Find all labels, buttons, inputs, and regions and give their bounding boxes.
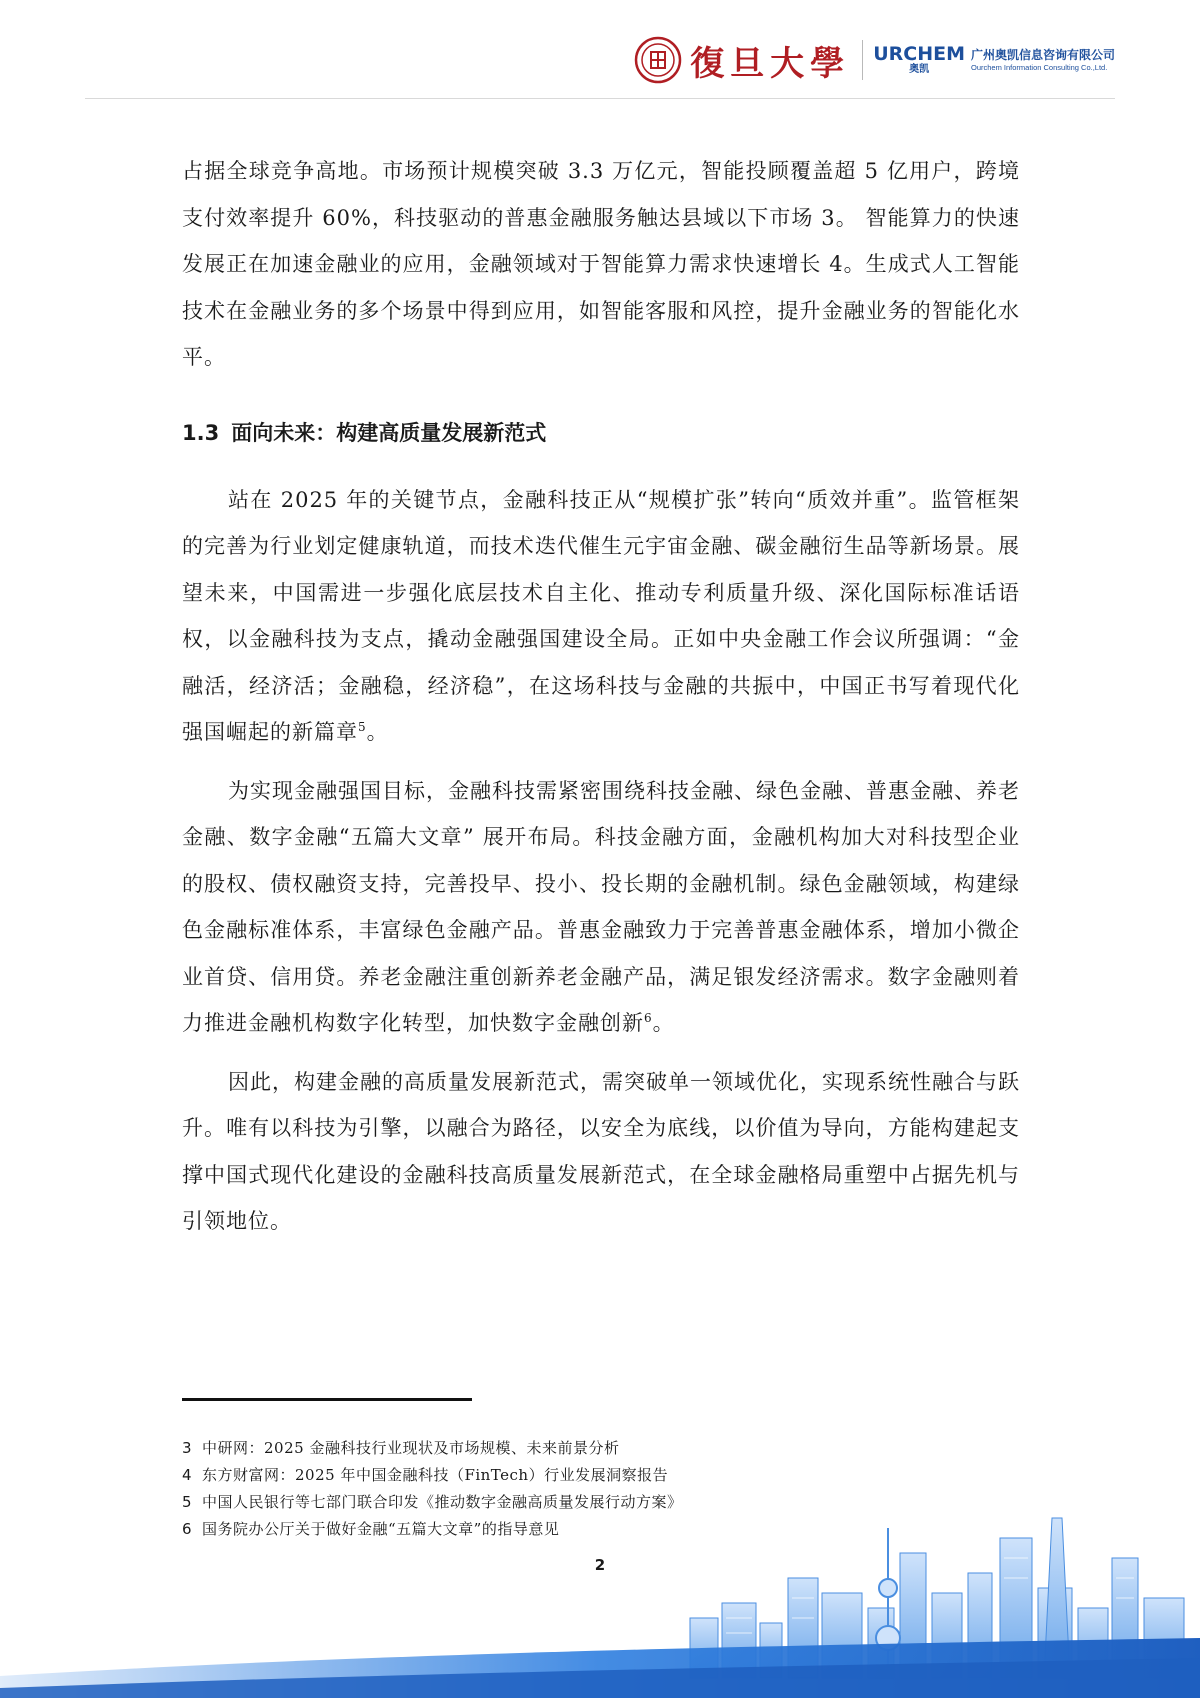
header-divider [862,40,863,80]
paragraph-1-text: 站在 2025 年的关键节点，金融科技正从“规模扩张”转向“质效并重”。监管框架的完善为行业划定健康轨道，而技术迭代催生元宇宙金融、碳金融衍生品等新场景。展望未来，中国需进一步强化底层技术自主化、推动专利质量升级、深化国际标准话语权，以金融科技为支点，撬动金融强国建设全局。正如中央金融工作会议所强调：“金融活，经济活；金融稳，经济稳”，在这场科技与金融的共振中，中国正书写着现代化强国崛起的新篇章 [182,487,1020,744]
footnote-ref-5[interactable]: 5 [358,720,367,734]
urchem-cn-text: 奥凯 [909,64,930,75]
paragraph-2 [182,768,1020,1047]
paragraph-3: 因此，构建金融的高质量发展新范式，需突破单一领域优化，实现系统性融合与跃升。唯有以科技为引擎，以融合为路径，以安全为底线，以价值为导向，方能构建起支撑中国式现代化建设的金融科技高质量发展新范式，在全球金融格局重塑中占据先机与引领地位。 [182,1069,1020,1233]
fudan-seal-icon [634,36,682,84]
footnote-item [182,1435,683,1462]
footnote-number: 3 [182,1439,193,1457]
footnote-text: 国务院办公厅关于做好金融“五篇大文章”的指导意见 [202,1520,560,1538]
paragraph-2-end: 。 [652,1011,675,1035]
footnote-text: 中国人民银行等七部门联合印发《推动数字金融高质量发展行动方案》 [202,1493,683,1511]
header-rule [85,98,1115,99]
document-body [182,148,1020,1245]
footnote-item [182,1462,683,1489]
section-title: 面向未来：构建高质量发展新范式 [231,420,547,445]
footnote-text: 东方财富网：2025 年中国金融科技（FinTech）行业发展洞察报告 [202,1466,669,1484]
company-english-name: Ourchem Information Consulting Co.,Ltd. [970,63,1108,72]
city-skyline-decoration [0,1498,1200,1698]
page-header [634,30,1115,90]
section-heading [182,413,1020,453]
footnote-separator [182,1398,472,1401]
footnote-text: 中研网：2025 金融科技行业现状及市场规模、未来前景分析 [202,1439,620,1457]
urchem-logo [873,44,1115,76]
footnote-number: 5 [182,1493,193,1511]
fudan-university-logo-text: 復旦大學 [690,43,851,84]
footnote-number: 6 [182,1520,193,1538]
footnote-ref-6[interactable]: 6 [644,1011,653,1025]
urchem-mark [873,44,965,76]
paragraph-1 [182,477,1020,756]
paragraph-2-text: 为实现金融强国目标，金融科技需紧密围绕科技金融、绿色金融、普惠金融、养老金融、数字金融“五篇大文章” 展开布局。科技金融方面，金融机构加大对科技型企业的股权、债权融资支持，完善投早、投小、投长期的金融机制。绿色金融领域，构建绿色金融标准体系，丰富绿色金融产品。普惠金融致力于完善普惠金融体系，增加小微企业首贷、信用贷。养老金融注重创新养老金融产品，满足银发经济需求。数字金融则着力推进金融机构数字化转型，加快数字金融创新 [182,778,1020,1035]
section-number: 1.3 [182,420,220,445]
page-number: 2 [594,1556,606,1574]
company-name: 广州奥凯信息咨询有限公司 [970,48,1115,62]
paragraph-1-end: 。 [366,720,389,744]
footnote-number: 4 [182,1466,193,1484]
urchem-logo-text: URCHEM [873,43,965,65]
intro-paragraph: 占据全球竞争高地。市场预计规模突破 3.3 万亿元，智能投顾覆盖超 5 亿用户，跨境支付效率提升 60%，科技驱动的普惠金融服务触达县域以下市场 3。 智能算力的快速发展正在加速金融业的应用，金融领域对于智能算力需求快速增长 4。生成式人工智能技术在金融业务的多个场景中得到应用，如智能客服和风控，提升金融业务的智能化水平。 [182,159,1020,369]
